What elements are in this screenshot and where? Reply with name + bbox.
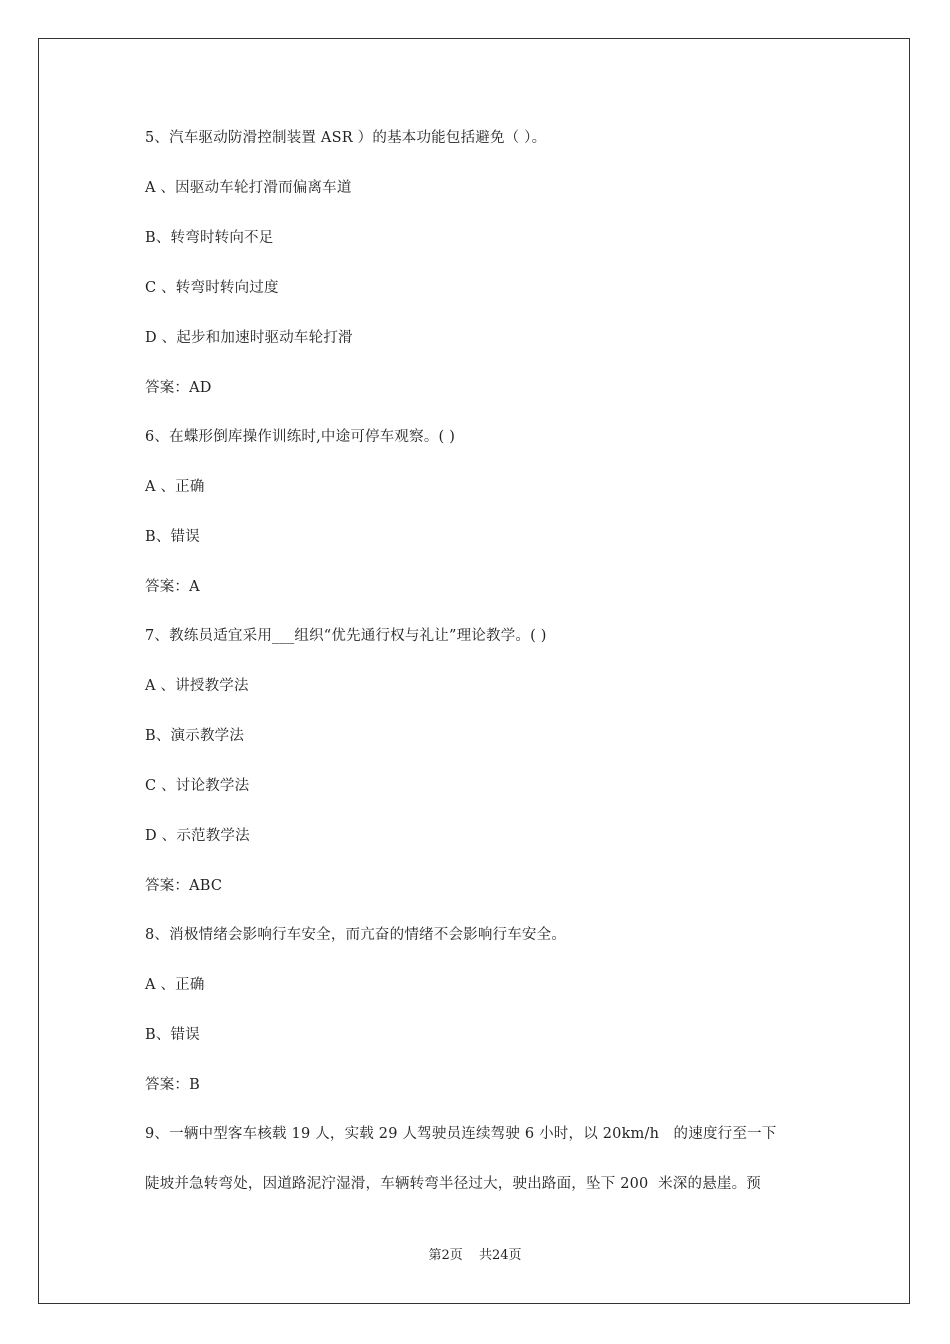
answer-8: 答案：B [145,1077,200,1093]
answer-7: 答案：ABC [145,878,223,894]
question-8: 8、消极情绪会影响行车安全，而亢奋的情绪不会影响行车安全。 [145,927,567,943]
question-9-line-1: 9、一辆中型客车核载 19 人，实载 29 人驾驶员连续驾驶 6 小时，以 20km/h 的速度行至一下 [145,1126,777,1142]
answer-5: 答案：AD [145,380,212,396]
option-b: B、转弯时转向不足 [145,230,274,246]
option-b: B、错误 [145,1027,200,1043]
question-7: 7、教练员适宜采用___组织“优先通行权与礼让”理论教学。( ) [145,628,547,644]
page-number: 第2页 [428,1248,463,1263]
option-a: A 、讲授教学法 [145,678,249,694]
option-c: C 、讨论教学法 [145,778,250,794]
question-9-line-2: 陡坡并急转弯处，因道路泥泞湿滑，车辆转弯半径过大，驶出路面，坠下 200 米深的悬崖。预 [145,1176,761,1192]
option-d: D 、示范教学法 [145,828,250,844]
option-a: A 、正确 [145,977,205,993]
option-c: C 、转弯时转向过度 [145,280,279,296]
page-total: 共24页 [478,1248,522,1263]
option-a: A 、正确 [145,479,205,495]
answer-6: 答案：A [145,579,200,595]
option-b: B、演示教学法 [145,728,245,744]
option-a: A 、因驱动车轮打滑而偏离车道 [145,180,352,196]
option-d: D 、起步和加速时驱动车轮打滑 [145,330,353,346]
question-5: 5、汽车驱动防滑控制装置 ASR ）的基本功能包括避免（ ）。 [145,130,547,146]
option-b: B、错误 [145,529,200,545]
question-6: 6、在蝶形倒库操作训练时,中途可停车观察。( ) [145,429,456,445]
page-footer [0,1247,950,1265]
